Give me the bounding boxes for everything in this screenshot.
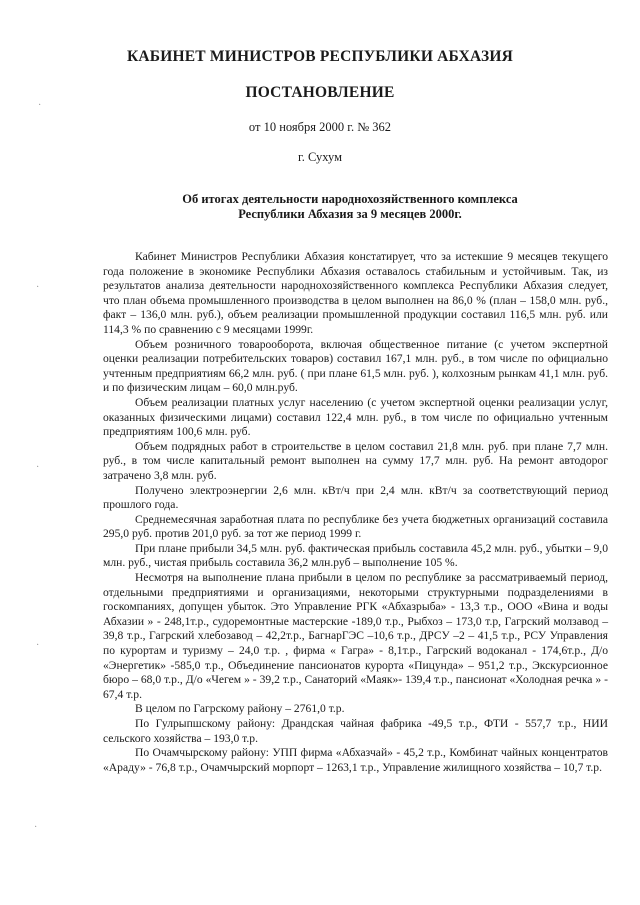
paragraph: При плане прибыли 34,5 млн. руб. фактическая прибыль составила 45,2 млн. руб., убытки – 9,0 млн. руб., чистая прибыль составила 36,2 млн.руб – выполнение 105 %.	[103, 541, 608, 570]
paragraph: В целом по Гагрскому району – 2761,0 т.р.	[135, 702, 345, 716]
scan-speck: ·	[38, 100, 42, 111]
scan-speck: ·	[36, 282, 40, 293]
scan-speck: ·	[36, 462, 40, 473]
document-subject	[150, 192, 550, 222]
date-number-line: от 10 ноября 2000 г. № 362	[248, 120, 392, 134]
paragraph: Объем реализации платных услуг населению (с учетом экспертной оценки реализации услуг, оказанных физическими лицами) составил 122,4 млн. руб., в том числе по официально учтенным предприятиям 100,6 млн. руб.	[103, 395, 608, 439]
paragraph: Несмотря на выполнение плана прибыли в целом по республике за рассматриваемый период, отдельными предприятиями и организациями, некоторыми структурными подразделениями в госкомпаниях, допущен убыток. Это Управление РГК «Абхазрыба» - 13,3 т.р., ООО «Вина и воды Абхазии » - 248,1т.р., судоремонтные мастерские -189,0 т.р., Рыбхоз – 173,0 т.р, Гагрский молзавод – 39,8 т.р., Гагрский хлебозавод – 42,2т.р., БагнарГЭС –10,6 т.р., ДРСУ –2 – 41,5 т.р., РСУ Управления по курортам и туризму – 24,0 т.р. , фирма « Гагра» - 8,1т.р., Гагрский водоканал - 174,6т.р., Д/о «Энергетик» -585,0 т.р., Объединение пансионатов курорта «Пицунда» – 951,2 т.р., Экскурсионное бюро – 68,0 т.р., Д/о «Чегем » - 39,2 т.р., Санаторий «Маяк»- 139,4 т.р., пансионат «Холодная речка » - 67,4 т.р.	[103, 571, 608, 701]
paragraph: По Гулрыпшскому району: Драндская чайная фабрика -49,5 т.р., ФТИ - 557,7 т.р., НИИ сельского хозяйства – 193,0 т.р.	[103, 717, 608, 745]
document-body	[103, 250, 608, 775]
scan-speck: ·	[34, 822, 38, 833]
paragraph: Кабинет Министров Республики Абхазия констатирует, что за истекшие 9 месяцев текущего года положение в экономике Республики Абхазия оставалось стабильным и устойчивым. Так, из результатов анализа деятельности народнохозяйственного комплекса Республики Абхазия следует, что план объема промышленного производства в целом выполнен на 86,0 % (план – 158,0 млн. руб., факт – 136,0 млн. руб.), объем реализации промышленной продукции составил 116,5 млн. руб. или 114,3 % по сравнению с 9 месяцами 1999г.	[103, 250, 608, 336]
document-type-heading: ПОСТАНОВЛЕНИЕ	[245, 84, 395, 101]
paragraph: Объем розничного товарооборота, включая общественное питание (с учетом экспертной оценки реализации потребительских товаров) составил 167,1 млн. руб., в том числе по официально учтенным предприятиям 66,2 млн. руб. ( при плане 61,5 млн. руб. ), колхозным рынкам 41,1 млн. руб. и по физическим лицам – 60,0 млн.руб.	[103, 337, 608, 395]
scan-speck: ·	[36, 640, 40, 651]
paragraph: По Очамчырскому району: УПП фирма «Абхазчай» - 45,2 т.р., Комбинат чайных концентратов «Араду» - 76,8 т.р., Очамчырский морпорт – 1263,1 т.р., Управление жилищного хозяйства – 10,7 т.р.	[103, 746, 608, 774]
paragraph: Среднемесячная заработная плата по республике без учета бюджетных организаций составила 295,0 руб. против 201,0 руб. за тот же период 1999 г.	[103, 512, 608, 541]
paragraph: Получено электроэнергии 2,6 млн. кВт/ч при 2,4 млн. кВт/ч за соответствующий период прошлого года.	[103, 483, 608, 512]
paragraph: Объем подрядных работ в строительстве в целом составил 21,8 млн. руб. при плане 7,7 млн. руб., в том числе капитальный ремонт выполнен на сумму 17,7 млн. руб. На ремонт автодорог затрачено 3,8 млн. руб.	[103, 439, 608, 482]
ministry-heading: КАБИНЕТ МИНИСТРОВ РЕСПУБЛИКИ АБХАЗИЯ	[126, 48, 514, 65]
city-line: г. Сухум	[297, 150, 342, 164]
subject-line-2: Республики Абхазия за 9 месяцев 2000г.	[238, 207, 462, 221]
subject-line-1: Об итогах деятельности народнохозяйственного комплекса	[182, 192, 518, 206]
